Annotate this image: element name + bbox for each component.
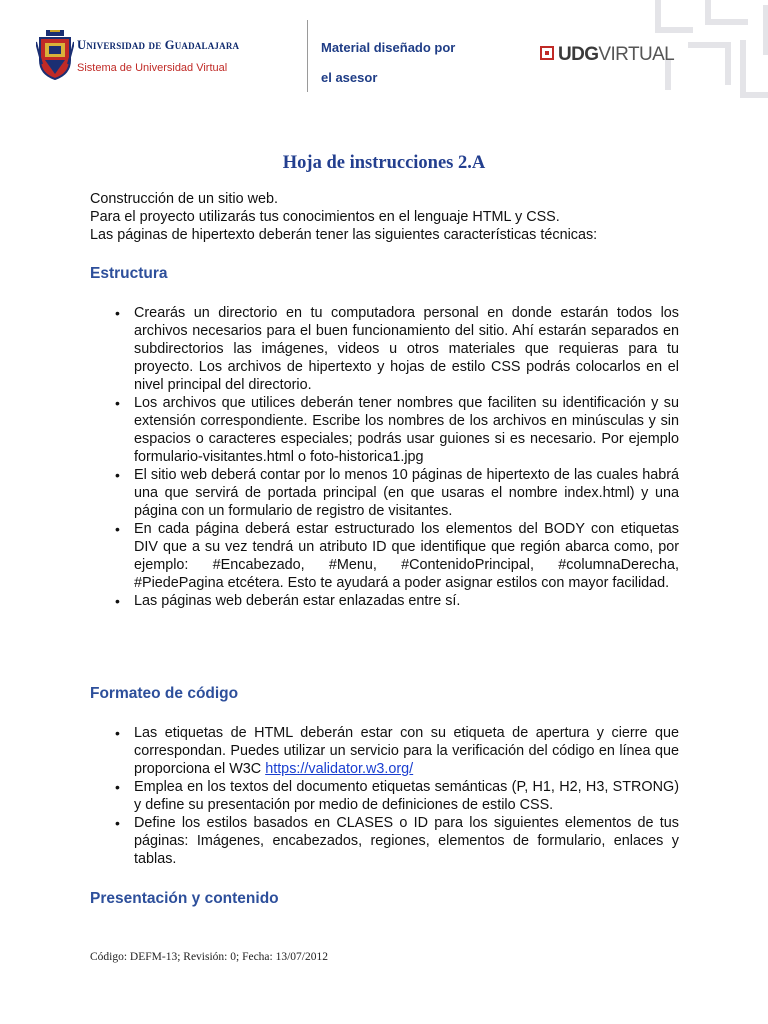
validator-link[interactable]: https://validator.w3.org/ [265,761,414,777]
page-title: Hoja de instrucciones 2.A [282,153,486,173]
document-header [0,0,768,120]
list-item-text: El sitio web deberá contar por lo menos 10 páginas de hipertexto de las cuales habrá una que servirá de portada principal (en que usaras el nombre index.html) y una página con un formulario de registro de visitantes. [134,467,679,519]
bullet-icon: • [115,395,120,411]
decorative-pattern-icon [648,0,768,110]
section-heading-presentacion: Presentación y contenido [90,890,279,907]
formateo-list [90,724,679,868]
intro-line: Construcción de un sitio web. [90,191,278,207]
university-subtitle: Sistema de Universidad Virtual [77,62,228,74]
material-label-line1: Material diseñado por [321,40,456,55]
list-item [90,724,679,778]
list-item-text: Define los estilos basados en CLASES o ID para los siguientes elementos de tus páginas: Imágenes, encabezados, regiones, elementos de formulario, enlaces y tablas. [134,815,679,867]
bullet-icon: • [115,593,120,609]
list-item-text: En cada página deberá estar estructurado los elementos del BODY con etiquetas DIV que a su vez tendrá un atributo ID que identifique que región abarca como, por ejemplo: #Encabezado, #Menu, #ContenidoPrincipal, #columnaDerecha, #PiedePagina etcétera. Esto te ayudará a poder asignar estilos con mayor facilidad. [134,521,679,591]
bullet-icon: • [115,467,120,483]
bullet-icon: • [115,725,120,741]
estructura-list [90,304,679,610]
university-crest-icon [36,30,74,80]
list-item-text: Las páginas web deberán estar enlazadas entre sí. [134,593,461,609]
list-item-text: Emplea en los textos del documento etiquetas semánticas (P, H1, H2, H3, STRONG) y define su presentación por medio de definiciones de estilo CSS. [134,779,679,813]
list-item [90,520,679,592]
list-item [90,466,679,520]
intro-line: Las páginas de hipertexto deberán tener las siguientes características técnicas: [90,227,598,243]
udg-virtual-logo-icon [540,46,554,60]
section-heading-formateo: Formateo de código [90,685,239,702]
header-divider [307,20,308,92]
list-item [90,304,679,394]
intro-line: Para el proyecto utilizarás tus conocimientos en el lenguaje HTML y CSS. [90,209,560,225]
list-item-text: Las etiquetas de HTML deberán estar con su etiqueta de apertura y cierre que correspondan. Puedes utilizar un servicio para la verificación del código en línea que proporciona el W3C [134,725,679,777]
list-item [90,814,679,868]
intro-block [90,190,690,244]
list-item [90,778,679,814]
bullet-icon: • [115,521,120,537]
list-item [90,394,679,466]
document-footer: Código: DEFM-13; Revisión: 0; Fecha: 13/07/2012 [90,951,328,963]
list-item-text: Los archivos que utilices deberán tener nombres que faciliten su identificación y su extensión correspondiente. Escribe los nombres de los archivos en minúsculas y sin espacios o caracteres especiales; podrás usar guiones si es necesario. Por ejemplo formulario-visitantes.html o foto-historica1.jpg [134,395,679,465]
university-name: Universidad de Guadalajara [77,38,240,52]
section-heading-estructura: Estructura [90,265,168,282]
bullet-icon: • [115,305,120,321]
material-label-line2: el asesor [321,70,378,85]
udg-wordmark-light: VIRTUAL [598,44,675,65]
list-item-text: Crearás un directorio en tu computadora personal en donde estarán todos los archivos necesarios para el buen funcionamiento del sitio. Ahí estarán separados en subdirectorios las imágenes, videos u otros materiales que requieras para tu proyecto. Los archivos de hipertexto y hojas de estilo CSS podrás colocarlos en el nivel principal del directorio. [134,305,679,393]
udg-wordmark-bold: UDG [558,44,599,65]
list-item [90,592,679,610]
bullet-icon: • [115,815,120,831]
bullet-icon: • [115,779,120,795]
